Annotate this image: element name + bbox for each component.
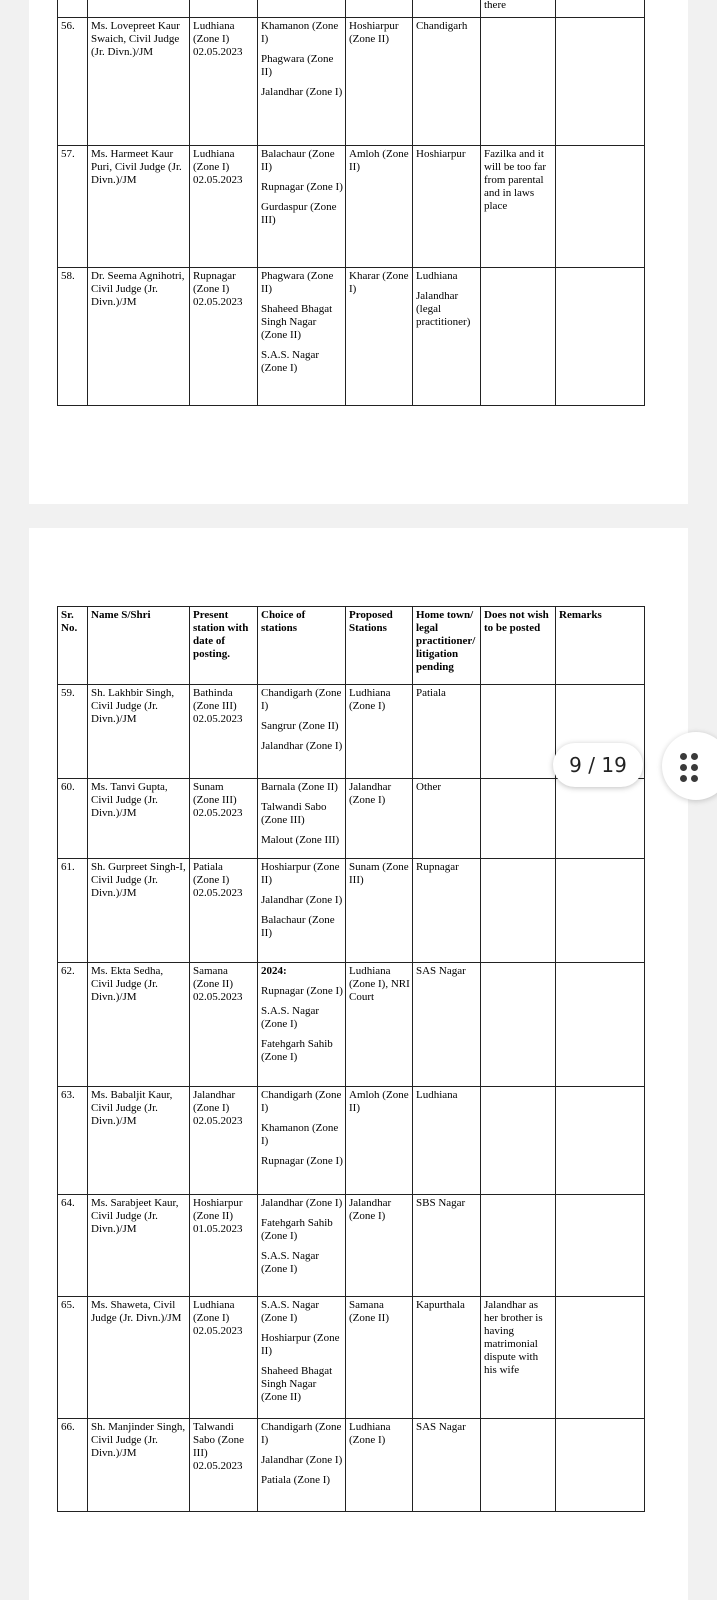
present-station-line: 02.05.2023 (193, 46, 243, 58)
grid-dots-icon (680, 753, 710, 783)
present-station-line: (Zone I) (193, 33, 230, 45)
present-station-cell (190, 1195, 258, 1297)
remarks-cell (556, 1087, 645, 1195)
proposed-station-cell: Ludhiana (Zone I), NRI Court (346, 963, 413, 1087)
sr-no-cell: 58. (58, 268, 88, 406)
present-station-line: Sabo (Zone III) (193, 1434, 245, 1459)
present-station-line: 02.05.2023 (193, 174, 243, 186)
home-town-cell: Other (413, 779, 481, 859)
choice-of-stations-cell (258, 146, 346, 268)
present-station-line: 01.05.2023 (193, 1223, 243, 1235)
present-station-cell (190, 1087, 258, 1195)
choice-of-stations-cell (258, 1297, 346, 1419)
header-choice-of-stations: Choice of stations (258, 607, 346, 685)
remarks-cell (556, 1195, 645, 1297)
sr-no-cell: 62. (58, 963, 88, 1087)
choice-station: Rupnagar (Zone I) (261, 181, 343, 193)
name-cell: Ms. Harmeet Kaur Puri, Civil Judge (Jr. Divn.)/JM (88, 146, 190, 268)
choice-station: Balachaur (Zone II) (261, 148, 335, 173)
present-station-cell (190, 268, 258, 406)
present-station-line: Hoshiarpur (193, 1197, 243, 1209)
choice-station: Gurdaspur (Zone III) (261, 201, 337, 226)
choice-station: Talwandi Sabo (Zone III) (261, 801, 327, 826)
proposed-station-cell: Sunam (Zone III) (346, 859, 413, 963)
table-row (58, 779, 645, 859)
header-remarks: Remarks (556, 607, 645, 685)
table-row (58, 1297, 645, 1419)
remarks-cell (556, 1297, 645, 1419)
proposed-station-cell: Amloh (Zone II) (346, 1087, 413, 1195)
choice-station: Phagwara (Zone II) (261, 270, 334, 295)
choice-of-stations-cell (258, 963, 346, 1087)
choice-station: Rupnagar (Zone I) (261, 985, 343, 997)
name-cell: Ms. Shaweta, Civil Judge (Jr. Divn.)/JM (88, 1297, 190, 1419)
present-station-cell (190, 859, 258, 963)
present-station-line: Patiala (193, 861, 223, 873)
name-cell: Sh. Gurpreet Singh-I, Civil Judge (Jr. Divn.)/JM (88, 859, 190, 963)
choice-station: Shaheed Bhagat Singh Nagar (Zone II) (261, 1365, 333, 1403)
present-station-line: (Zone II) (193, 1210, 234, 1222)
does-not-wish-cell (481, 685, 556, 779)
home-town-cell: Ludhiana (413, 1087, 481, 1195)
sr-no-cell: 61. (58, 859, 88, 963)
home-town-cell: Rupnagar (413, 859, 481, 963)
sr-no-cell: 59. (58, 685, 88, 779)
choice-of-stations-cell (258, 859, 346, 963)
present-station-line: (Zone I) (193, 161, 230, 173)
table-row (58, 146, 645, 268)
choice-station: Chandigarh (Zone I) (261, 1089, 342, 1114)
present-station-line: (Zone I) (193, 874, 230, 886)
proposed-station-cell: Samana (Zone II) (346, 1297, 413, 1419)
name-cell: Ms. Ekta Sedha, Civil Judge (Jr. Divn.)/JM (88, 963, 190, 1087)
choice-station: Hoshiarpur (Zone II) (261, 861, 340, 886)
home-town-cell: Chandigarh (413, 18, 481, 146)
proposed-station-cell: Jalandhar (Zone I) (346, 1195, 413, 1297)
present-station-line: Jalandhar (193, 1089, 236, 1101)
posting-table (57, 606, 645, 1512)
choice-station: Phagwara (Zone II) (261, 53, 334, 78)
present-station-cell (190, 963, 258, 1087)
choice-station: Chandigarh (Zone I) (261, 1421, 342, 1446)
choice-station: Fatehgarh Sahib (Zone I) (261, 1038, 333, 1063)
choice-station: Chandigarh (Zone I) (261, 687, 342, 712)
choice-station: Jalandhar (Zone I) (261, 1197, 343, 1209)
choice-of-stations-cell (258, 779, 346, 859)
present-station-line: 02.05.2023 (193, 991, 243, 1003)
does-not-wish-cell (481, 1087, 556, 1195)
name-cell: Ms. Babaljit Kaur, Civil Judge (Jr. Divn.)/JM (88, 1087, 190, 1195)
present-station-line: (Zone II) (193, 978, 234, 990)
choice-of-stations-cell (258, 18, 346, 146)
remarks-cell (556, 859, 645, 963)
present-station-line: 02.05.2023 (193, 887, 243, 899)
proposed-station-cell: Amloh (Zone II) (346, 146, 413, 268)
table-row (58, 1419, 645, 1512)
present-station-line: Ludhiana (193, 148, 235, 160)
sr-no-cell: 60. (58, 779, 88, 859)
choice-of-stations-cell (258, 685, 346, 779)
header-present-station: Present station with date of posting. (190, 607, 258, 685)
home-town-cell: Hoshiarpur (413, 146, 481, 268)
choice-station: Patiala (Zone I) (261, 1474, 331, 1486)
does-not-wish-cell (481, 963, 556, 1087)
present-station-line: Ludhiana (193, 20, 235, 32)
proposed-station-cell: Kharar (Zone I) (346, 268, 413, 406)
carryover-row (58, 0, 645, 18)
sr-no-cell: 56. (58, 18, 88, 146)
choice-of-stations-cell (258, 1087, 346, 1195)
choice-station: Fatehgarh Sahib (Zone I) (261, 1217, 333, 1242)
home-town-entry: Ludhiana (416, 270, 458, 282)
sr-no-cell: 63. (58, 1087, 88, 1195)
posting-table-continued (57, 0, 645, 406)
carryover-text: there (481, 0, 556, 18)
proposed-station-cell: Ludhiana (Zone I) (346, 685, 413, 779)
home-town-cell: SAS Nagar (413, 1419, 481, 1512)
remarks-cell (556, 18, 645, 146)
choice-heading: 2024: (261, 965, 287, 977)
present-station-line: 02.05.2023 (193, 1325, 243, 1337)
does-not-wish-cell (481, 18, 556, 146)
header-name: Name S/Shri (88, 607, 190, 685)
name-cell: Dr. Seema Agnihotri, Civil Judge (Jr. Divn.)/JM (88, 268, 190, 406)
table-header-row (58, 607, 645, 685)
present-station-cell (190, 779, 258, 859)
remarks-cell (556, 779, 645, 859)
present-station-cell (190, 146, 258, 268)
choice-station: Jalandhar (Zone I) (261, 894, 343, 906)
header-home-town: Home town/ legal practitioner/ litigation pending (413, 607, 481, 685)
present-station-line: (Zone III) (193, 794, 237, 806)
choice-of-stations-cell (258, 1419, 346, 1512)
present-station-cell (190, 1419, 258, 1512)
table-row (58, 18, 645, 146)
name-cell: Ms. Tanvi Gupta, Civil Judge (Jr. Divn.)/JM (88, 779, 190, 859)
present-station-line: 02.05.2023 (193, 296, 243, 308)
choice-of-stations-cell (258, 268, 346, 406)
present-station-cell (190, 1297, 258, 1419)
choice-station: Khamanon (Zone I) (261, 1122, 339, 1147)
header-proposed-stations: Proposed Stations (346, 607, 413, 685)
table-row (58, 1087, 645, 1195)
does-not-wish-cell: Fazilka and it will be too far from parental and in laws place (481, 146, 556, 268)
choice-station: S.A.S. Nagar (Zone I) (261, 1299, 320, 1324)
name-cell: Ms. Lovepreet Kaur Swaich, Civil Judge (Jr. Divn.)/JM (88, 18, 190, 146)
choice-station: Rupnagar (Zone I) (261, 1155, 343, 1167)
page-indicator[interactable]: 9 / 19 (553, 743, 643, 787)
name-cell: Sh. Manjinder Singh, Civil Judge (Jr. Divn.)/JM (88, 1419, 190, 1512)
header-sr-no: Sr. No. (58, 607, 88, 685)
choice-station: S.A.S. Nagar (Zone I) (261, 1005, 320, 1030)
document-page-9 (29, 528, 688, 1600)
present-station-line: Bathinda (193, 687, 233, 699)
proposed-station-cell: Ludhiana (Zone I) (346, 1419, 413, 1512)
choice-station: Malout (Zone III) (261, 834, 340, 846)
choice-of-stations-cell (258, 1195, 346, 1297)
choice-station: Hoshiarpur (Zone II) (261, 1332, 340, 1357)
choice-station: Jalandhar (Zone I) (261, 1454, 343, 1466)
present-station-line: 02.05.2023 (193, 1460, 243, 1472)
choice-station: S.A.S. Nagar (Zone I) (261, 1250, 320, 1275)
choice-station: Jalandhar (Zone I) (261, 86, 343, 98)
does-not-wish-cell (481, 1419, 556, 1512)
present-station-line: (Zone I) (193, 1102, 230, 1114)
choice-station: Khamanon (Zone I) (261, 20, 339, 45)
present-station-line: 02.05.2023 (193, 1115, 243, 1127)
present-station-line: Ludhiana (193, 1299, 235, 1311)
choice-station: Barnala (Zone II) (261, 781, 338, 793)
present-station-cell (190, 685, 258, 779)
home-town-cell (413, 268, 481, 406)
does-not-wish-cell (481, 779, 556, 859)
home-town-cell: SBS Nagar (413, 1195, 481, 1297)
does-not-wish-cell (481, 859, 556, 963)
table-row (58, 859, 645, 963)
sr-no-cell: 66. (58, 1419, 88, 1512)
present-station-line: Talwandi (193, 1421, 234, 1433)
document-page-8 (29, 0, 688, 504)
table-row (58, 268, 645, 406)
remarks-cell (556, 268, 645, 406)
does-not-wish-cell (481, 268, 556, 406)
present-station-line: (Zone III) (193, 700, 237, 712)
home-town-cell: Kapurthala (413, 1297, 481, 1419)
proposed-station-cell: Hoshiarpur (Zone II) (346, 18, 413, 146)
home-town-cell: SAS Nagar (413, 963, 481, 1087)
choice-station: S.A.S. Nagar (Zone I) (261, 349, 320, 374)
remarks-cell (556, 963, 645, 1087)
does-not-wish-cell: Jalandhar as her brother is having matrimonial dispute with his wife (481, 1297, 556, 1419)
choice-station: Balachaur (Zone II) (261, 914, 335, 939)
present-station-line: Sunam (193, 781, 224, 793)
present-station-line: (Zone I) (193, 283, 230, 295)
remarks-cell (556, 146, 645, 268)
table-row (58, 963, 645, 1087)
name-cell: Ms. Sarabjeet Kaur, Civil Judge (Jr. Divn.)/JM (88, 1195, 190, 1297)
table-row (58, 1195, 645, 1297)
sr-no-cell: 64. (58, 1195, 88, 1297)
present-station-line: 02.05.2023 (193, 807, 243, 819)
header-does-not-wish: Does not wish to be posted (481, 607, 556, 685)
home-town-entry: Jalandhar (legal practitioner) (416, 290, 471, 328)
proposed-station-cell: Jalandhar (Zone I) (346, 779, 413, 859)
sr-no-cell: 65. (58, 1297, 88, 1419)
sr-no-cell: 57. (58, 146, 88, 268)
does-not-wish-cell (481, 1195, 556, 1297)
home-town-cell: Patiala (413, 685, 481, 779)
present-station-line: Rupnagar (193, 270, 236, 282)
choice-station: Sangrur (Zone II) (261, 720, 339, 732)
present-station-cell (190, 18, 258, 146)
present-station-line: 02.05.2023 (193, 713, 243, 725)
choice-station: Shaheed Bhagat Singh Nagar (Zone II) (261, 303, 333, 341)
present-station-line: (Zone I) (193, 1312, 230, 1324)
name-cell: Sh. Lakhbir Singh, Civil Judge (Jr. Divn.)/JM (88, 685, 190, 779)
remarks-cell (556, 1419, 645, 1512)
choice-station: Jalandhar (Zone I) (261, 740, 343, 752)
present-station-line: Samana (193, 965, 228, 977)
